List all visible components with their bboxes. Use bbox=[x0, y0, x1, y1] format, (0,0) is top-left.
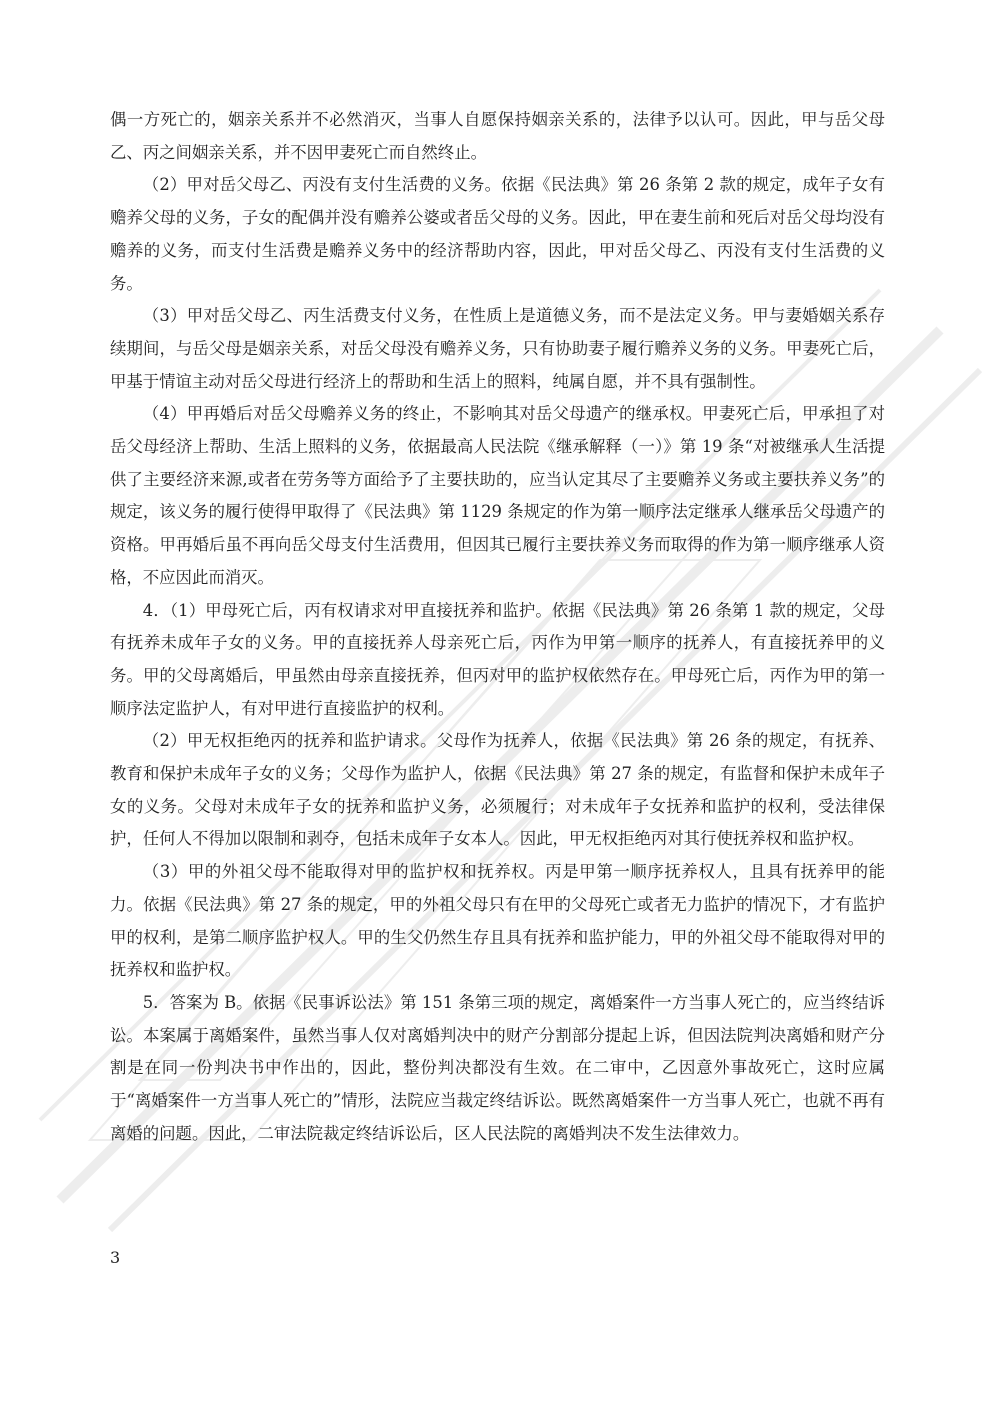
paragraph-answer-4-1: 4．（1）甲母死亡后，丙有权请求对甲直接抚养和监护。依据《民法典》第 26 条第 1 款的规定，父母有抚养未成年子女的义务。甲的直接抚养人母亲死亡后，丙作为甲第一顺序的抚养人，有直接抚养甲的义务。甲的父母离婚后，甲虽然由母亲直接抚养，但丙对甲的监护权依然存在。甲母死亡后，丙作为甲的第一顺序法定监护人，有对甲进行直接监护的权利。 bbox=[110, 600, 885, 718]
paragraph-item-3-3: （3）甲对岳父母乙、丙生活费支付义务，在性质上是道德义务，而不是法定义务。甲与妻婚姻关系存续期间，与岳父母是姻亲关系，对岳父母没有赡养义务，只有协助妻子履行赡养义务的义务。甲妻死亡后，甲基于情谊主动对岳父母进行经济上的帮助和生活上的照料，纯属自愿，并不具有强制性。 bbox=[110, 306, 885, 391]
paragraph-continuation: 偶一方死亡的，姻亲关系并不必然消灭，当事人自愿保持姻亲关系的，法律予以认可。因此，甲与岳父母乙、丙之间姻亲关系，并不因甲妻死亡而自然终止。 bbox=[110, 110, 885, 162]
paragraph-item-3-4: （4）甲再婚后对岳父母赡养义务的终止，不影响其对岳父母遗产的继承权。甲妻死亡后，甲承担了对岳父母经济上帮助、生活上照料的义务，依据最高人民法院《继承解释（一）》第 19 条“对被继承人生活提供了主要经济来源,或者在劳务等方面给予了主要扶助的，应当认定其尽了主要赡养义务或主要扶养义务”的规定，该义务的履行使得甲取得了《民法典》第 1129 条规定的作为第一顺序法定继承人继承岳父母遗产的资格。甲再婚后虽不再向岳父母支付生活费用，但因其已履行主要扶养义务而取得的作为第一顺序继承人资格，不应因此而消灭。 bbox=[110, 404, 885, 587]
document-body bbox=[110, 104, 885, 1151]
paragraph-item-4-2: （2）甲无权拒绝丙的抚养和监护请求。父母作为抚养人，依据《民法典》第 26 条的规定，有抚养、教育和保护未成年子女的义务；父母作为监护人，依据《民法典》第 27 条的规定，有监督和保护未成年子女的义务。父母对未成年子女的抚养和监护义务，必须履行；对未成年子女抚养和监护的权利，受法律保护，任何人不得加以限制和剥夺，包括未成年子女本人。因此，甲无权拒绝丙对其行使抚养权和监护权。 bbox=[110, 731, 885, 849]
page-number: 3 bbox=[110, 1248, 121, 1267]
paragraph-item-4-3: （3）甲的外祖父母不能取得对甲的监护权和抚养权。丙是甲第一顺序抚养权人，且具有抚养甲的能力。依据《民法典》第 27 条的规定，甲的外祖父母只有在甲的父母死亡或者无力监护的情况下，才有监护甲的权利，是第二顺序监护权人。甲的生父仍然生存且具有抚养和监护能力，甲的外祖父母不能取得对甲的抚养权和监护权。 bbox=[110, 862, 885, 980]
paragraph-item-3-2: （2）甲对岳父母乙、丙没有支付生活费的义务。依据《民法典》第 26 条第 2 款的规定，成年子女有赡养父母的义务，子女的配偶并没有赡养公婆或者岳父母的义务。因此，甲在妻生前和死后对岳父母均没有赡养的义务，而支付生活费是赡养义务中的经济帮助内容，因此，甲对岳父母乙、丙没有支付生活费的义务。 bbox=[110, 175, 885, 293]
paragraph-answer-5: 5．答案为 B。依据《民事诉讼法》第 151 条第三项的规定，离婚案件一方当事人死亡的，应当终结诉讼。本案属于离婚案件，虽然当事人仅对离婚判决中的财产分割部分提起上诉，但因法院判决离婚和财产分割是在同一份判决书中作出的，因此，整份判决都没有生效。在二审中，乙因意外事故死亡，这时应属于“离婚案件一方当事人死亡的”情形，法院应当裁定终结诉讼。既然离婚案件一方当事人死亡，也就不再有离婚的问题。因此，二审法院裁定终结诉讼后，区人民法院的离婚判决不发生法律效力。 bbox=[110, 992, 885, 1143]
